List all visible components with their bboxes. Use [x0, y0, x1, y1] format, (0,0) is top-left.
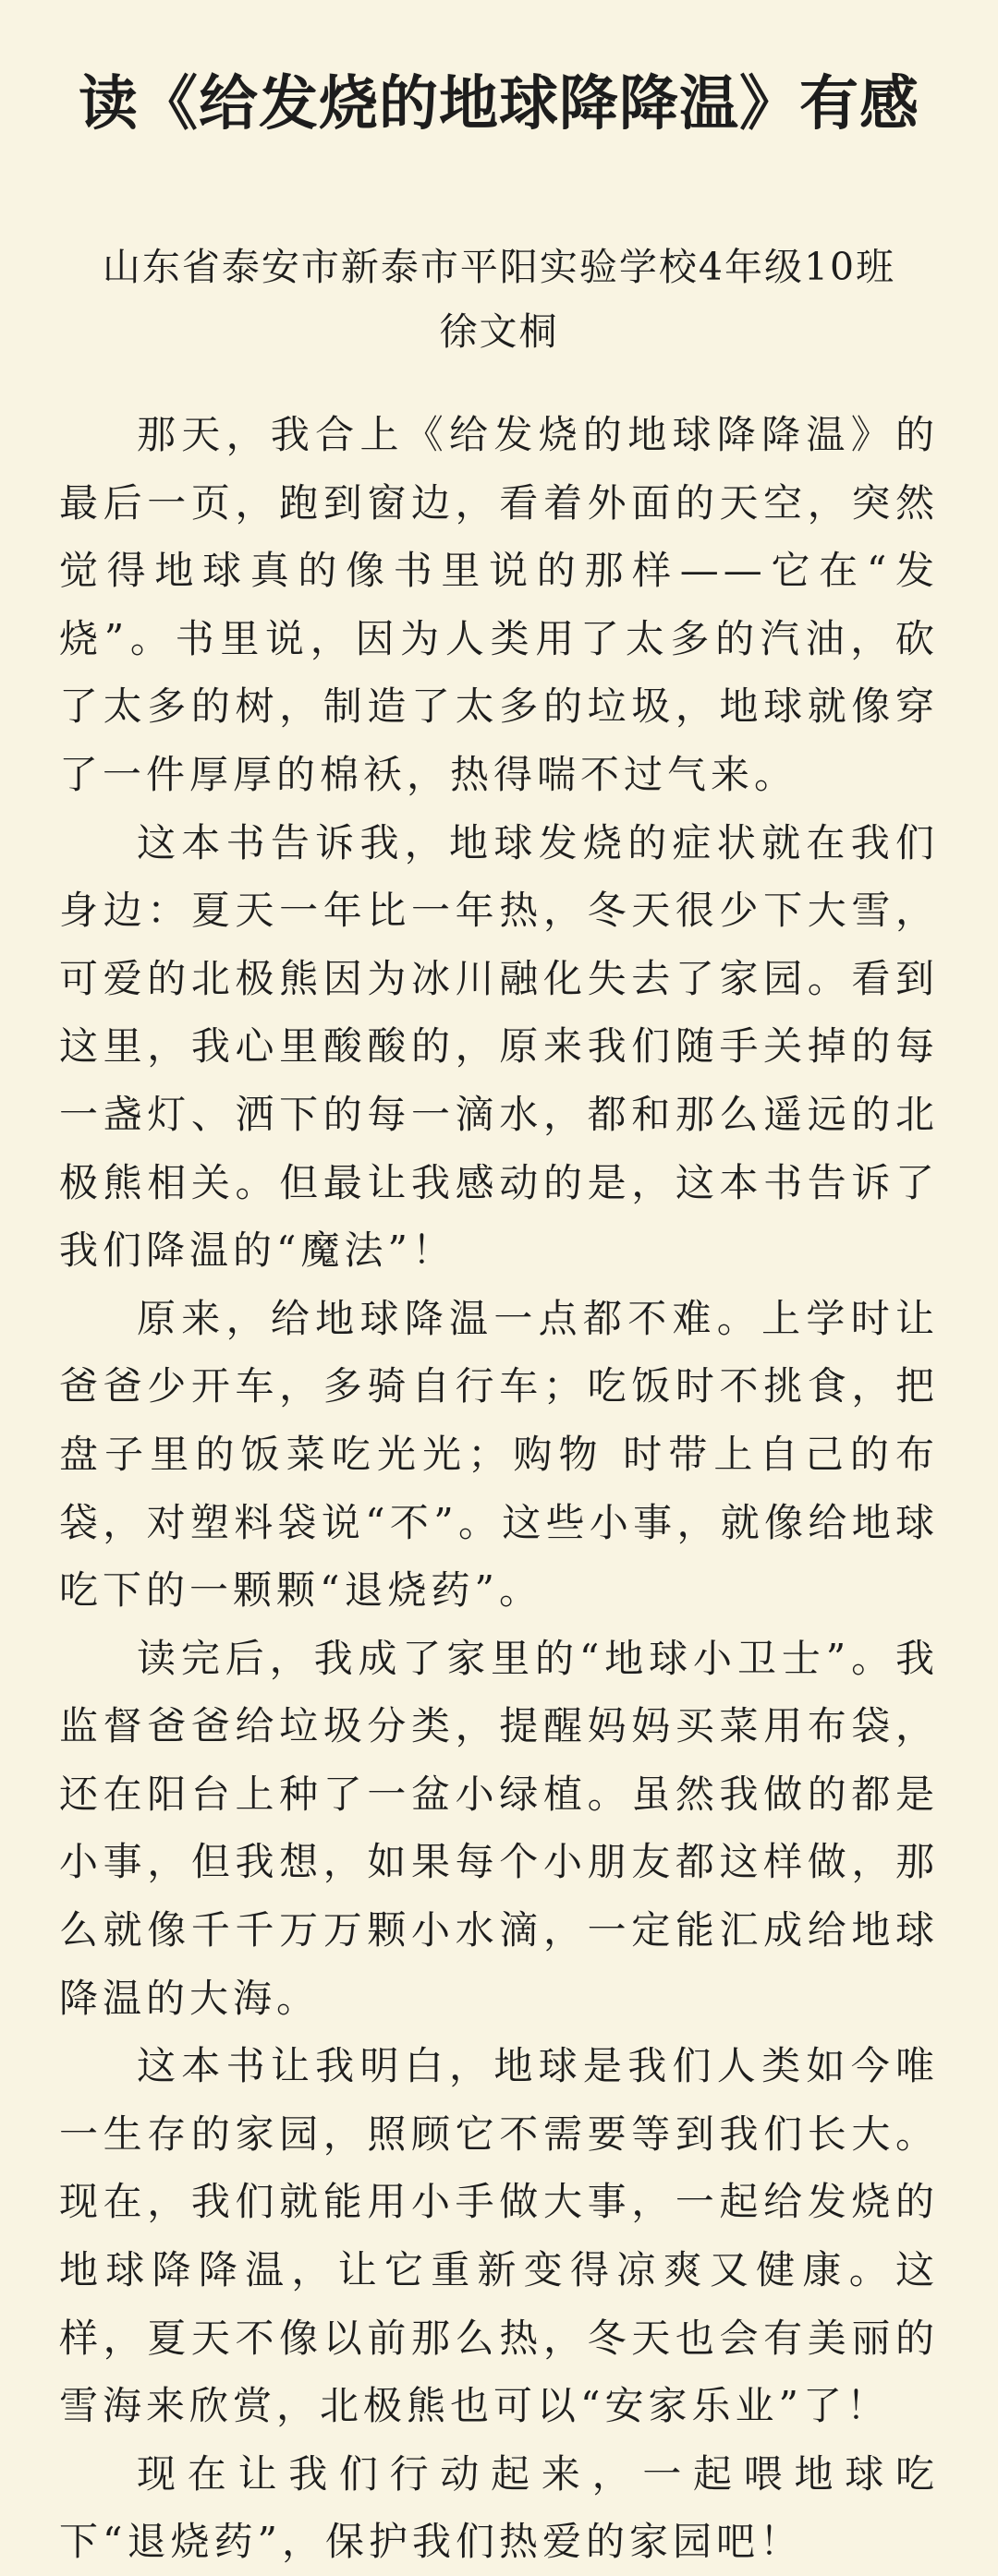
article-title: 读《给发烧的地球降降温》有感	[79, 69, 919, 139]
byline	[59, 235, 939, 364]
paragraph-1: 那天，我合上《给发烧的地球降降温》的最后一页，跑到窗边，看着外面的天空，突然觉得地球真的像书里说的那样——它在“发烧”。书里说，因为人类用了太多的汽油，砍了太多的树，制造了太多的垃圾，地球就像穿了一件厚厚的棉袄，热得喘不过气来。	[59, 412, 939, 797]
paragraph-4: 读完后，我成了家里的“地球小卫士”。我监督爸爸给垃圾分类，提醒妈妈买菜用布袋，还在阳台上种了一盆小绿植。虽然我做的都是小事，但我想，如果每个小朋友都这样做，那么就像千千万万颗小水滴，一定能汇成给地球降温的大海。	[59, 1635, 939, 2021]
school-name: 山东省泰安市新泰市平阳实验学校4年级10班	[102, 245, 896, 289]
paragraph-3: 原来，给地球降温一点都不难。上学时让爸爸少开车，多骑自行车；吃饭时不挑食，把盘子里的饭菜吃光光；购物 时带上自己的布袋，对塑料袋说“不”。这些小事，就像给地球吃下的一颗颗“退烧药”。	[59, 1295, 939, 1614]
paragraph-2: 这本书告诉我，地球发烧的症状就在我们身边：夏天一年比一年热，冬天很少下大雪，可爱的北极熊因为冰川融化失去了家园。看到这里，我心里酸酸的，原来我们随手关掉的每一盏灯、洒下的每一滴水，都和那么遥远的北极熊相关。但最让我感动的是，这本书告诉了我们降温的“魔法”！	[59, 819, 939, 1274]
author-name: 徐文桐	[439, 309, 559, 354]
article-body	[59, 401, 939, 2576]
paragraph-5: 这本书让我明白，地球是我们人类如今唯一生存的家园，照顾它不需要等到我们长大。现在，我们就能用小手做大事，一起给发烧的地球降降温，让它重新变得凉爽又健康。这样，夏天不像以前那么热，冬天也会有美丽的雪海来欣赏，北极熊也可以“安家乐业”了！	[59, 2043, 939, 2429]
paragraph-6: 现在让我们行动起来，一起喂地球吃下“退烧药”，保护我们热爱的家园吧！	[59, 2450, 939, 2565]
